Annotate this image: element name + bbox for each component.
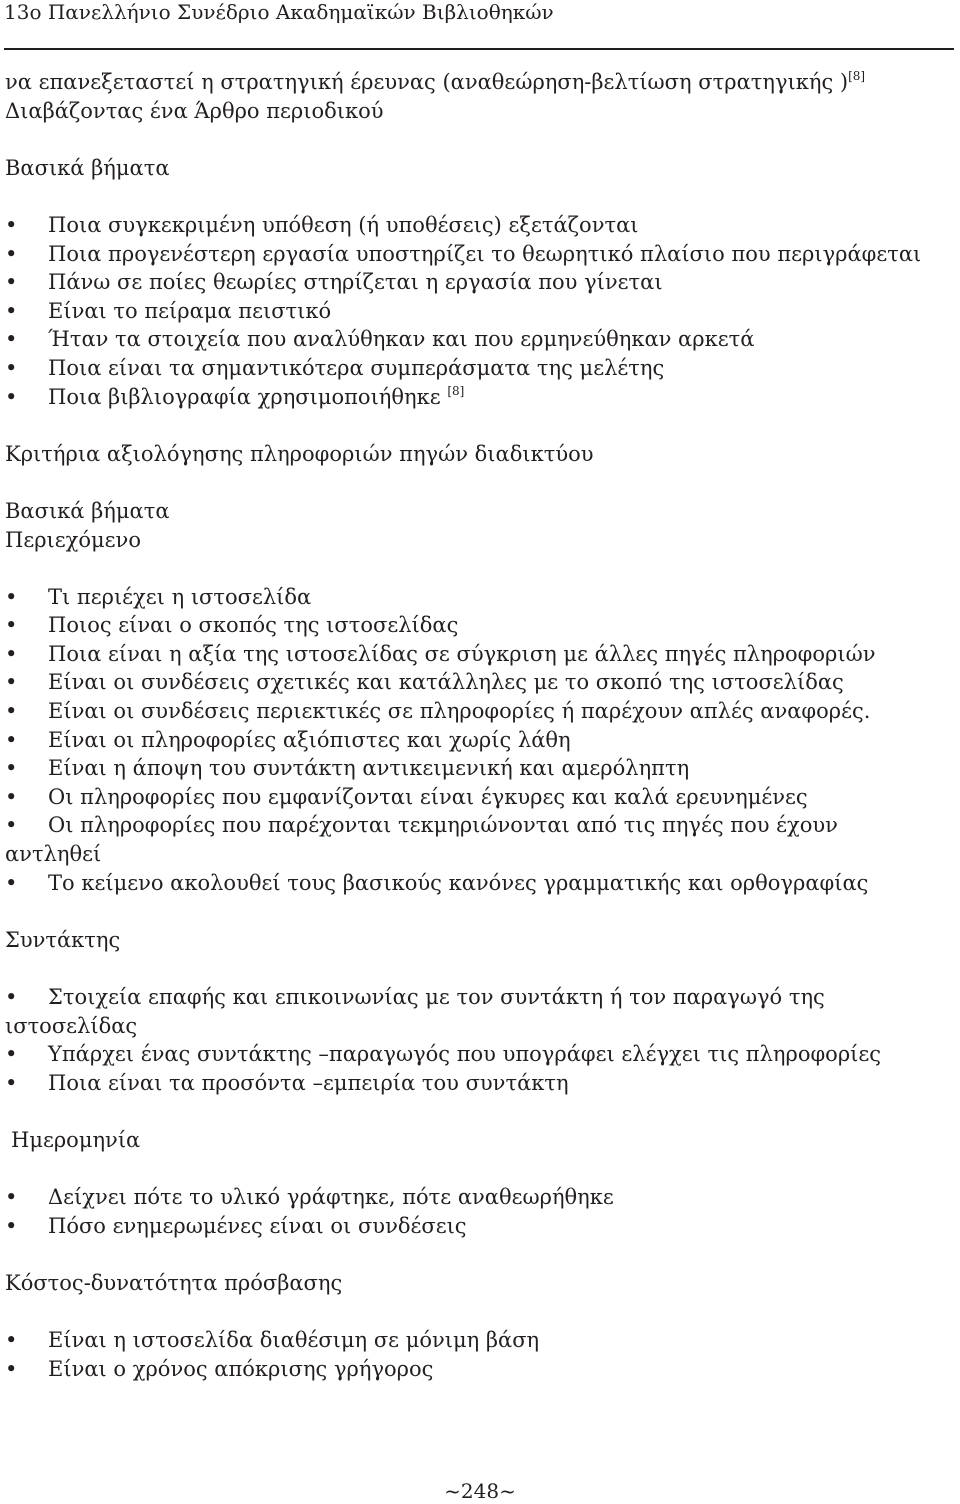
running-header: 13ο Πανελλήνιο Συνέδριο Ακαδημαϊκών Βιβλιοθηκών <box>4 0 554 24</box>
article-steps-list <box>5 211 955 411</box>
section-heading-web-steps: Βασικά βήματα <box>5 498 170 523</box>
list-item: • Ποιος είναι ο σκοπός της ιστοσελίδας <box>5 611 955 640</box>
intro-line-2: Διαβάζοντας ένα Άρθρο περιοδικού <box>5 98 384 123</box>
spacer <box>5 1298 955 1327</box>
cost-criteria-list <box>5 1326 955 1383</box>
spacer <box>5 954 955 983</box>
citation-ref: [8] <box>848 69 866 83</box>
spacer <box>5 1155 955 1184</box>
list-item: • Ποια προγενέστερη εργασία υποστηρίζει το θεωρητικό πλαίσιο που περιγράφεται <box>5 240 955 269</box>
list-item: • Ήταν τα στοιχεία που αναλύθηκαν και που ερμηνεύθηκαν αρκετά <box>5 325 955 354</box>
spacer <box>5 468 955 497</box>
list-item: • Είναι οι συνδέσεις σχετικές και κατάλληλες με το σκοπό της ιστοσελίδας <box>5 668 955 697</box>
list-item: • Είναι η άποψη του συντάκτη αντικειμενική και αμερόληπτη <box>5 754 955 783</box>
list-item-continuation: αντληθεί <box>5 842 102 867</box>
section-heading-date: Ημερομηνία <box>11 1127 141 1152</box>
intro-line-1 <box>5 68 955 97</box>
criteria-heading: Κριτήρια αξιολόγησης πληροφοριών πηγών διαδικτύου <box>5 441 594 466</box>
spacer <box>5 554 955 583</box>
list-item: • Είναι οι πληροφορίες αξιόπιστες και χωρίς λάθη <box>5 726 955 755</box>
section-heading-cost: Κόστος-δυνατότητα πρόσβασης <box>5 1270 343 1295</box>
list-item: • Είναι το πείραμα πειστικό <box>5 297 955 326</box>
list-item <box>5 383 955 412</box>
list-item: • Είναι η ιστοσελίδα διαθέσιμη σε μόνιμη βάση <box>5 1326 955 1355</box>
section-heading-article-steps: Βασικά βήματα <box>5 155 170 180</box>
header-rule <box>4 48 954 50</box>
list-item-continuation: ιστοσελίδας <box>5 1013 138 1038</box>
list-item: • Πόσο ενημερωμένες είναι οι συνδέσεις <box>5 1212 955 1241</box>
spacer <box>5 125 955 154</box>
spacer <box>5 182 955 211</box>
list-item: • Τι περιέχει η ιστοσελίδα <box>5 583 955 612</box>
list-item: • Το κείμενο ακολουθεί τους βασικούς κανόνες γραμματικής και ορθογραφίας <box>5 869 955 898</box>
spacer <box>5 897 955 926</box>
author-criteria-list-cont <box>5 1040 955 1097</box>
list-item: • Είναι ο χρόνος απόκρισης γρήγορος <box>5 1355 955 1384</box>
list-item: • Ποια είναι τα προσόντα –εμπειρία του συντάκτη <box>5 1069 955 1098</box>
page-number: ~248~ <box>444 1479 516 1503</box>
list-item: • Δείχνει πότε το υλικό γράφτηκε, πότε αναθεωρήθηκε <box>5 1183 955 1212</box>
list-item: • Στοιχεία επαφής και επικοινωνίας με τον συντάκτη ή τον παραγωγό της <box>5 983 955 1012</box>
author-criteria-list <box>5 983 955 1012</box>
list-item: • Ποια είναι τα σημαντικότερα συμπεράσματα της μελέτης <box>5 354 955 383</box>
spacer <box>5 411 955 440</box>
section-heading-author: Συντάκτης <box>5 927 121 952</box>
list-item: • Ποια συγκεκριμένη υπόθεση (ή υποθέσεις) εξετάζονται <box>5 211 955 240</box>
list-item: • Υπάρχει ένας συντάκτης –παραγωγός που υπογράφει ελέγχει τις πληροφορίες <box>5 1040 955 1069</box>
spacer <box>5 1240 955 1269</box>
page-body <box>5 68 955 1383</box>
list-item: • Οι πληροφορίες που παρέχονται τεκμηριώνονται από τις πηγές που έχουν <box>5 811 955 840</box>
list-item: • Πάνω σε ποίες θεωρίες στηρίζεται η εργασία που γίνεται <box>5 268 955 297</box>
date-criteria-list <box>5 1183 955 1240</box>
list-item-text: Ποια βιβλιογραφία χρησιμοποιήθηκε <box>48 384 441 409</box>
content-criteria-list <box>5 583 955 840</box>
list-item: • Οι πληροφορίες που εμφανίζονται είναι έγκυρες και καλά ερευνημένες <box>5 783 955 812</box>
citation-ref: [8] <box>447 383 465 398</box>
list-item: • Ποια είναι η αξία της ιστοσελίδας σε σύγκριση με άλλες πηγές πληροφοριών <box>5 640 955 669</box>
intro-line-1-text: να επανεξεταστεί η στρατηγική έρευνας (αναθεώρηση-βελτίωση στρατηγικής ) <box>5 70 849 94</box>
section-heading-content: Περιεχόμενο <box>5 527 141 552</box>
list-item: • Είναι οι συνδέσεις περιεκτικές σε πληροφορίες ή παρέχουν απλές αναφορές. <box>5 697 955 726</box>
content-criteria-list-cont <box>5 869 955 898</box>
spacer <box>5 1097 955 1126</box>
